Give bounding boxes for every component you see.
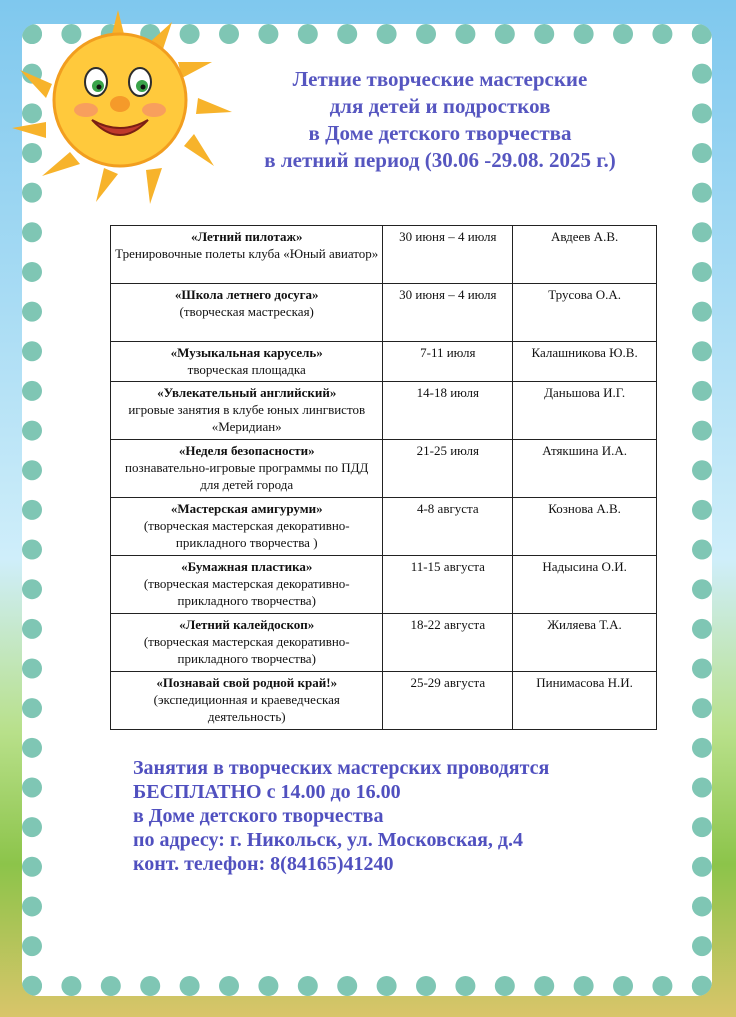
workshop-description: (творческая мастреская)	[179, 304, 314, 319]
person-cell: Жиляева Т.А.	[513, 614, 657, 672]
workshop-cell	[111, 382, 383, 440]
workshop-description: (творческая мастерская декоративно-прикладного творчества)	[143, 634, 350, 666]
date-cell: 21-25 июля	[383, 440, 513, 498]
date-cell: 30 июня – 4 июля	[383, 226, 513, 284]
date-cell: 25-29 августа	[383, 672, 513, 730]
table-row	[111, 226, 657, 284]
person-cell: Пинимасова Н.И.	[513, 672, 657, 730]
footer-line: конт. телефон: 8(84165)41240	[133, 853, 394, 875]
person-cell: Калашникова Ю.В.	[513, 342, 657, 382]
footer-line: Занятия в творческих мастерских проводятся	[133, 757, 550, 779]
date-cell: 14-18 июля	[383, 382, 513, 440]
date-cell: 18-22 августа	[383, 614, 513, 672]
date-cell: 30 июня – 4 июля	[383, 284, 513, 342]
person-cell: Даньшова И.Г.	[513, 382, 657, 440]
workshop-cell	[111, 226, 383, 284]
person-cell: Кознова А.В.	[513, 498, 657, 556]
workshop-cell	[111, 498, 383, 556]
person-cell: Надысина О.И.	[513, 556, 657, 614]
date-cell: 11-15 августа	[383, 556, 513, 614]
workshop-description: игровые занятия в клубе юных лингвистов «Меридиан»	[128, 402, 366, 434]
schedule-table	[110, 225, 657, 730]
table-row	[111, 342, 657, 382]
table-row	[111, 440, 657, 498]
person-cell: Авдеев А.В.	[513, 226, 657, 284]
person-cell: Атякшина И.А.	[513, 440, 657, 498]
page-title	[205, 66, 675, 174]
workshop-name: «Музыкальная карусель»	[170, 345, 323, 360]
workshop-cell	[111, 342, 383, 382]
workshop-name: «Неделя безопасности»	[178, 443, 315, 458]
workshop-name: «Летний калейдоскоп»	[179, 617, 315, 632]
smiling-sun-icon	[0, 0, 240, 220]
workshop-description: творческая площадка	[187, 362, 306, 377]
table-row	[111, 672, 657, 730]
date-cell: 4-8 августа	[383, 498, 513, 556]
table-row	[111, 614, 657, 672]
workshop-description: (творческая мастерская декоративно-прикладного творчества )	[143, 518, 350, 550]
workshop-description: (экспедиционная и краеведческая деятельность)	[153, 692, 340, 724]
footer-line: в Доме детского творчества	[133, 805, 384, 827]
footer-line: БЕСПЛАТНО с 14.00 до 16.00	[133, 781, 401, 803]
table-row	[111, 498, 657, 556]
title-line: в летний период (30.06 -29.08. 2025 г.)	[264, 148, 616, 172]
workshop-name: «Летний пилотаж»	[190, 229, 303, 244]
workshop-name: «Школа летнего досуга»	[174, 287, 319, 302]
workshop-name: «Бумажная пластика»	[181, 559, 313, 574]
info-footer	[133, 756, 693, 876]
workshop-description: (творческая мастерская декоративно-прикладного творчества)	[143, 576, 350, 608]
workshop-cell	[111, 284, 383, 342]
date-cell: 7-11 июля	[383, 342, 513, 382]
table-row	[111, 284, 657, 342]
workshop-name: «Увлекательный английский»	[157, 385, 337, 400]
workshop-cell	[111, 672, 383, 730]
footer-line: по адресу: г. Никольск, ул. Московская, д.4	[133, 829, 524, 851]
person-cell: Трусова О.А.	[513, 284, 657, 342]
workshop-name: «Мастерская амигуруми»	[170, 501, 323, 516]
workshop-cell	[111, 440, 383, 498]
workshop-cell	[111, 614, 383, 672]
table-row	[111, 382, 657, 440]
title-line: Летние творческие мастерские	[292, 67, 588, 91]
workshop-description: познавательно-игровые программы по ПДД для детей города	[125, 460, 369, 492]
workshop-name: «Познавай свой родной край!»	[156, 675, 338, 690]
title-line: в Доме детского творчества	[308, 121, 572, 145]
workshop-description: Тренировочные полеты клуба «Юный авиатор»	[115, 246, 379, 261]
table-row	[111, 556, 657, 614]
workshop-cell	[111, 556, 383, 614]
title-line: для детей и подростков	[329, 94, 551, 118]
